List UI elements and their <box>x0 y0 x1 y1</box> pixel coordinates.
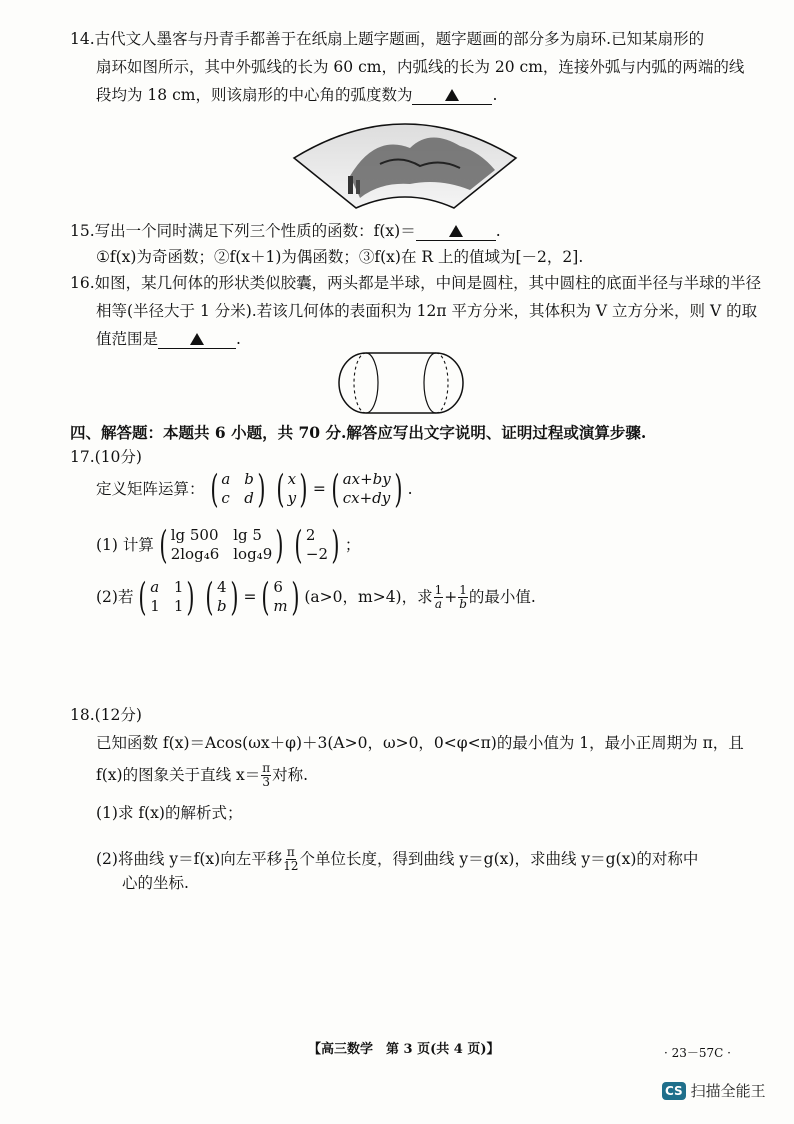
q14-end: . <box>492 86 498 104</box>
matrix-cell: lg 500 <box>170 525 219 544</box>
q15-line1 <box>70 222 501 241</box>
matrix-cell: a <box>221 469 231 488</box>
matrix-cell: m <box>273 597 288 615</box>
q16-end: . <box>236 330 241 348</box>
q18-line2-post: 对称. <box>272 765 309 784</box>
capsule-right-seam <box>424 353 436 413</box>
fraction-pi-over-12 <box>283 846 298 872</box>
frac-num: 1 <box>434 582 443 597</box>
matrix-cell: x <box>287 469 297 488</box>
q17-p2-end: 的最小值. <box>468 587 536 606</box>
matrix-cell: c <box>221 489 230 507</box>
q15-line1-text: 15.写出一个同时满足下列三个性质的函数：f(x)＝ <box>70 222 416 240</box>
matrix-cell: d <box>244 489 254 507</box>
equals-sign: = <box>312 479 326 498</box>
matrix-cell: lg 5 <box>233 525 262 544</box>
capsule-left-hidden <box>354 353 366 413</box>
matrix-cell: 1 <box>173 597 184 615</box>
q16-line2: 相等(半径大于 1 分米).若该几何体的表面积为 12π 平方分米，其体积为 V 立方分米，则 V 的取 <box>96 302 758 320</box>
q14-line3 <box>96 86 497 105</box>
frac-den: a <box>434 596 442 611</box>
q14-line1: 14.古代文人墨客与丹青手都善于在纸扇上题字题画，题字题画的部分多为扇环.已知某扇形的 <box>70 30 705 48</box>
matrix-cell: cx+dy <box>342 489 391 507</box>
fan-figure <box>290 108 520 218</box>
watermark-text: 扫描全能王 <box>690 1082 766 1100</box>
q17-part2 <box>96 575 536 619</box>
matrix-cell: b <box>217 597 227 615</box>
matrix-cell: 1 <box>173 577 184 596</box>
triangle-icon <box>190 333 204 345</box>
q17-def-end: . <box>407 479 413 498</box>
matrix-cell: y <box>287 489 297 507</box>
q16-line3-text: 值范围是 <box>96 330 159 348</box>
vector-6m: ( 6 m ) <box>261 575 300 619</box>
fraction-1-over-b <box>458 584 468 610</box>
fraction-pi-over-3 <box>261 762 271 788</box>
q16-line1: 16.如图，某几何体的形状类似胶囊，两头都是半球，中间是圆柱，其中圆柱的底面半径与半球的半径 <box>70 274 762 292</box>
q17-p1-label: (1) 计算 <box>96 535 154 554</box>
capsule-figure <box>336 350 466 416</box>
q17-def-label: 定义矩阵运算： <box>96 479 205 498</box>
frac-num: π <box>262 761 271 775</box>
vector-4b: ( 4 b ) <box>205 575 239 619</box>
frac-den: b <box>459 596 467 611</box>
matrix-log: ( lg 500 lg 5 2log₄6 log₄9 ) <box>159 523 284 567</box>
page-footer: 【高三数学 第 3 页(共 4 页)】 <box>308 1042 500 1057</box>
matrix-cell: 4 <box>217 577 227 596</box>
capsule-left-seam <box>366 353 378 413</box>
q18-line1: 已知函数 f(x)＝Acos(ωx＋φ)＋3(A>0，ω>0，0<φ<π)的最小值为 1，最小正周期为 π，且 <box>96 734 744 752</box>
matrix-cell: 6 <box>273 577 283 596</box>
q17-p2-condition: (a>0，m>4)，求 <box>304 587 433 606</box>
matrix-cell: b <box>244 469 254 488</box>
q14-line3-text: 段均为 18 cm，则该扇形的中心角的弧度数为 <box>96 86 413 104</box>
plus-sign: + <box>444 587 458 606</box>
fraction-1-over-a <box>434 584 444 610</box>
frac-den: 3 <box>262 774 271 789</box>
frac-num: 1 <box>459 582 467 597</box>
frac-den: 12 <box>283 858 299 873</box>
q18-part2 <box>96 846 698 872</box>
q14-line2: 扇环如图所示，其中外弧线的长为 60 cm，内弧线的长为 20 cm，连接外弧与内弧的两端的线 <box>96 58 745 76</box>
q18-part1: (1)求 f(x)的解析式； <box>96 804 243 822</box>
answer-blank <box>158 332 236 349</box>
matrix-abcd: ( a b c d ) <box>209 467 266 511</box>
q15-end: . <box>495 222 501 240</box>
q18-p2-pre: (2)将曲线 y＝f(x)向左平移 <box>96 849 283 868</box>
q18-part2-line2: 心的坐标. <box>122 874 189 892</box>
matrix-cell: ax+by <box>342 469 391 488</box>
section-header: 四、解答题：本题共 6 小题，共 70 分.解答应写出文字说明、证明过程或演算步骤. <box>70 423 647 442</box>
matrix-cell: a <box>150 577 160 596</box>
q18-line2-pre: f(x)的图象关于直线 x＝ <box>96 765 261 784</box>
camscanner-logo-icon: CS <box>662 1082 686 1100</box>
fan-inscription <box>348 176 353 194</box>
q17-part1 <box>96 523 361 567</box>
matrix-cell: 1 <box>150 597 160 615</box>
fan-inscription-2 <box>356 180 360 194</box>
answer-blank <box>412 88 492 105</box>
capsule-right-hidden <box>436 353 448 413</box>
q17-p1-end: ； <box>344 535 361 554</box>
vector-2-neg2: ( 2 −2 ) <box>294 523 340 567</box>
answer-blank <box>416 224 496 241</box>
q18-line2 <box>96 762 308 788</box>
triangle-icon <box>449 225 463 237</box>
matrix-cell: −2 <box>305 545 329 563</box>
matrix-cell: 2 <box>305 525 316 544</box>
matrix-a111: ( a 1 1 1 ) <box>138 575 195 619</box>
frac-num: π <box>286 845 295 859</box>
q18-header: 18.(12分) <box>70 706 142 724</box>
q15-line2: ①f(x)为奇函数；②f(x＋1)为偶函数；③f(x)在 R 上的值域为[－2，2]. <box>96 248 584 266</box>
scanner-watermark <box>662 1080 766 1101</box>
triangle-icon <box>445 89 459 101</box>
q16-line3 <box>96 330 241 349</box>
q17-p2-label: (2)若 <box>96 587 134 606</box>
matrix-cell: log₄9 <box>233 545 273 563</box>
q17-header: 17.(10分) <box>70 448 142 466</box>
vector-xy: ( x y ) <box>276 467 308 511</box>
q18-p2-post: 个单位长度，得到曲线 y＝g(x)，求曲线 y＝g(x)的对称中 <box>299 849 699 868</box>
q17-definition <box>96 467 413 511</box>
vector-result: ( ax+by cx+dy ) <box>331 467 403 511</box>
matrix-cell: 2log₄6 <box>170 545 220 563</box>
equals-sign: = <box>243 587 257 606</box>
exam-code: · 23－57C · <box>664 1046 731 1060</box>
